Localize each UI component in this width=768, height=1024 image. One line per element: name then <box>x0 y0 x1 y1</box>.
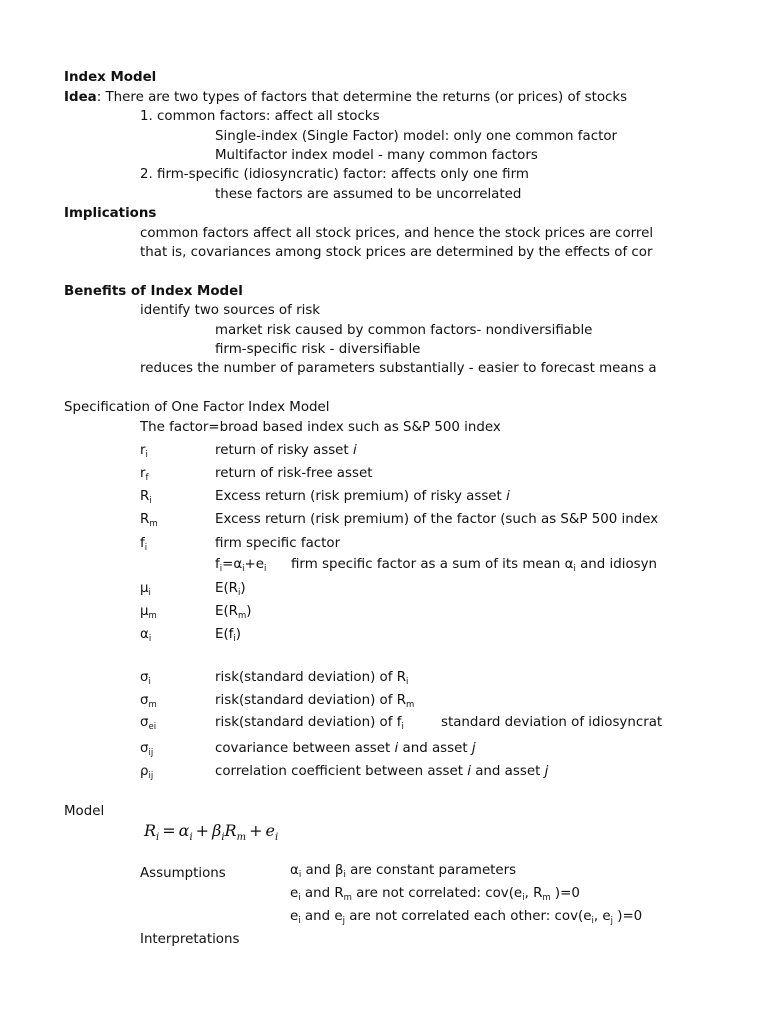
note-sigmaei: standard deviation of idiosyncrat <box>441 715 663 730</box>
idea-line <box>64 89 668 107</box>
desc-Rm: Excess return (risk premium) of the factor (such as S&P 500 index <box>215 512 659 527</box>
idea-item-1: 1. common factors: affect all stocks <box>140 109 380 124</box>
assumption-1: $\alpha_i$ and $\beta_i$ are constant parameters <box>290 863 517 880</box>
desc-rf: return of risk-free asset <box>215 466 373 481</box>
desc-alphai: $E(f_i)$ <box>215 627 242 644</box>
implications-heading: Implications <box>64 206 157 221</box>
symbol-alphai: $\alpha_i$ <box>140 627 152 644</box>
idea-label: Idea <box>64 90 97 105</box>
assumptions-label: Assumptions <box>140 866 226 881</box>
spec-heading: Specification of One Factor Index Model <box>64 400 330 415</box>
benefits-heading: Benefits of Index Model <box>64 284 243 299</box>
spec-factor: The factor=broad based index such as S&P 500 index <box>140 420 501 435</box>
desc-sigmaei: risk(standard deviation) of $f_i$ <box>215 715 404 732</box>
symbol-mum: $\mu_m$ <box>140 604 157 621</box>
implications-line-2: that is, covariances among stock prices are determined by the effects of cor <box>140 245 653 260</box>
desc-sigmaij: covariance between asset i and asset j <box>215 741 476 756</box>
desc-Ri: Excess return (risk premium) of risky asset i <box>215 489 510 504</box>
symbol-fi: $f_i$ <box>140 536 148 553</box>
symbol-Ri: $R_i$ <box>140 489 152 506</box>
desc-fi: firm specific factor <box>215 536 341 551</box>
symbol-rf: $r_f$ <box>140 466 149 483</box>
model-heading: Model <box>64 804 105 819</box>
model-equation: $R_i = \alpha_i + \beta_iR_m + e_i$ <box>144 821 279 843</box>
benefits-line-2: reduces the number of parameters substantially - easier to forecast means a <box>140 361 657 376</box>
symbol-sigmaij: $\sigma_{ij}$ <box>140 741 154 758</box>
desc-mui: $E(R_i)$ <box>215 581 246 598</box>
symbol-sigmaei: $\sigma_{ei}$ <box>140 715 157 732</box>
page-title: Index Model <box>64 70 157 85</box>
idea-item-2a: these factors are assumed to be uncorrelated <box>215 187 522 202</box>
assumption-3: $e_i$ and $e_j$ are not correlated each other: $cov(e_i$, $e_j$ )=0 <box>290 909 643 926</box>
idea-item-1a: Single-index (Single Factor) model: only one common factor <box>215 129 618 144</box>
desc-sigmai: risk(standard deviation) of $R_i$ <box>215 670 409 687</box>
assumption-2: $e_i$ and $R_m$ are not correlated: $cov(e_i$, $R_m$ )=0 <box>290 886 580 903</box>
interpretations-label: Interpretations <box>140 932 240 947</box>
symbol-sigmam: $\sigma_m$ <box>140 693 157 710</box>
fi-formula: $f_i=\alpha_i+e_i$ <box>215 557 267 574</box>
symbol-mui: $\mu_i$ <box>140 581 151 598</box>
symbol-rhoij: $\rho_{ij}$ <box>140 764 154 781</box>
benefits-line-1a: market risk caused by common factors- nondiversifiable <box>215 323 593 338</box>
idea-item-2: 2. firm-specific (idiosyncratic) factor: affects only one firm <box>140 167 529 182</box>
fi-formula-note: firm specific factor as a sum of its mean $\alpha_i$ and idiosyn <box>291 557 658 574</box>
implications-line-1: common factors affect all stock prices, and hence the stock prices are correl <box>140 226 654 241</box>
desc-ri: return of risky asset i <box>215 443 357 458</box>
symbol-ri: $r_i$ <box>140 443 148 460</box>
symbol-Rm: $R_m$ <box>140 512 158 529</box>
desc-rhoij: correlation coefficient between asset i and asset j <box>215 764 549 779</box>
symbol-sigmai: $\sigma_i$ <box>140 670 151 687</box>
desc-mum: $E(R_m)$ <box>215 604 252 621</box>
idea-text: : There are two types of factors that determine the returns (or prices) of stocks <box>96 90 628 105</box>
idea-item-1b: Multifactor index model - many common factors <box>215 148 538 163</box>
benefits-line-1: identify two sources of risk <box>140 303 321 318</box>
benefits-line-1b: firm-specific risk - diversifiable <box>215 342 421 357</box>
desc-sigmam: risk(standard deviation) of $R_m$ <box>215 693 415 710</box>
